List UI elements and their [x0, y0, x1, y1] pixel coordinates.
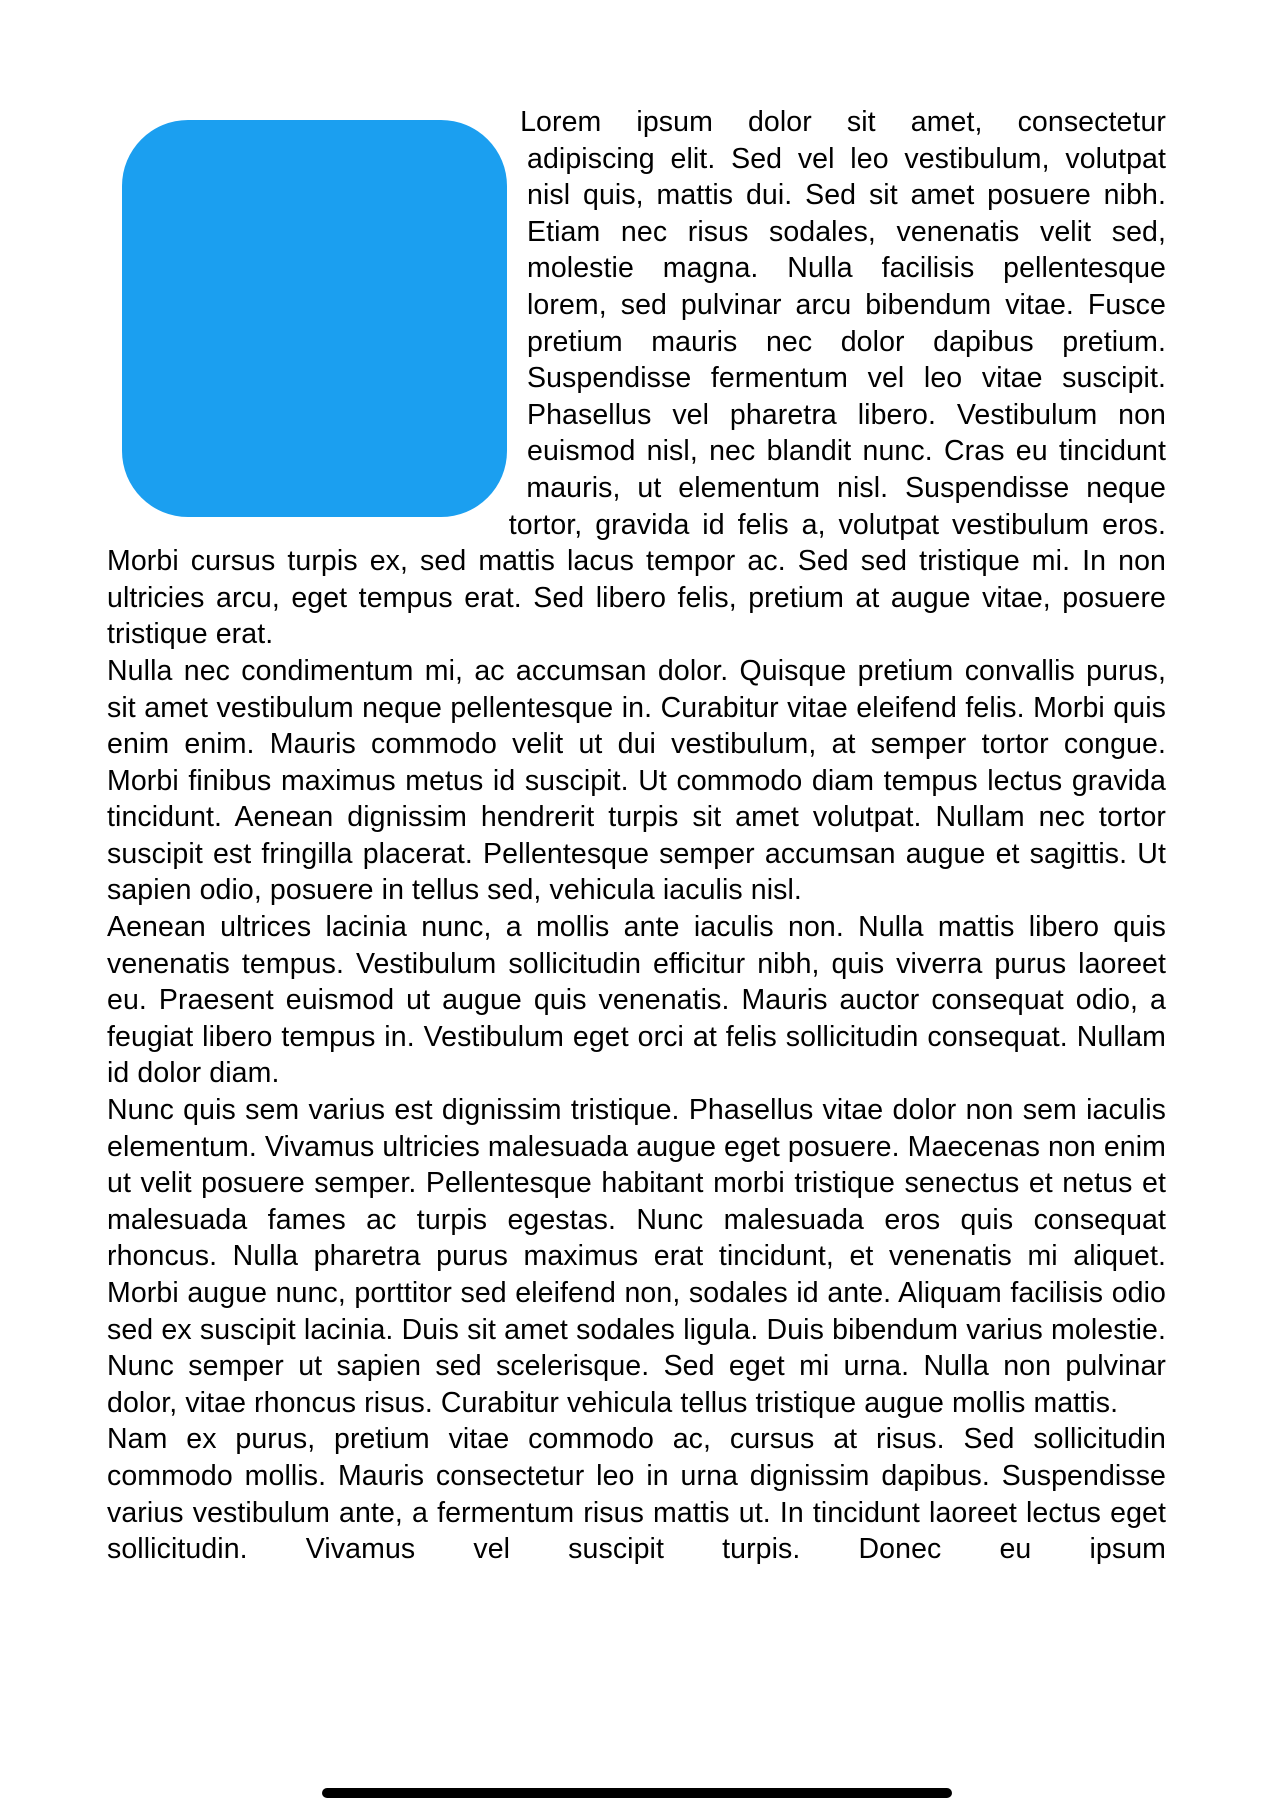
body-paragraph-2[interactable]: Nulla nec condimentum mi, ac accumsan dolor. Quisque pretium convallis purus, sit amet vestibulum neque pellentesque in. Curabitur vitae eleifend felis. Morbi quis enim enim. Mauris commodo velit ut dui vestibulum, at semper tortor congue. Morbi finibus maximus metus id suscipit. Ut commodo diam tempus lectus gravida tincidunt. Aenean dignissim hendrerit turpis sit amet volutpat. Nullam nec tortor suscipit est fringilla placerat. Pellentesque semper accumsan augue et sagittis. Ut sapien odio, posuere in tellus sed, vehicula iaculis nisl. [107, 654, 1166, 907]
home-indicator[interactable] [322, 1788, 952, 1798]
body-paragraph-5[interactable]: Nam ex purus, pretium vitae commodo ac, cursus at risus. Sed sollicitudin commodo mollis. Mauris consectetur leo in urna dignissim dapibus. Suspendisse varius vestibulum ante, a fermentum risus mattis ut. In tincidunt laoreet lectus eget sollicitudin. Vivamus vel suscipit turpis. Donec eu ipsum [107, 1423, 1166, 1566]
body-paragraph-3[interactable]: Aenean ultrices lacinia nunc, a mollis ante iaculis non. Nulla mattis libero quis venenatis tempus. Vestibulum sollicitudin efficitur nibh, quis viverra purus laoreet eu. Praesent euismod ut augue quis venenatis. Mauris auctor consequat odio, a feugiat libero tempus in. Vestibulum eget orci at felis sollicitudin consequat. Nullam id dolor diam. [107, 911, 1166, 1090]
body-paragraph-1[interactable]: Lorem ipsum dolor sit amet, consectetur adipiscing elit. Sed vel leo vestibulum, volutpat nisl quis, mattis dui. Sed sit amet posuere nibh. Etiam nec risus sodales, venenatis velit sed, molestie magna. Nulla facilisis pellentesque lorem, sed pulvinar arcu bibendum vitae. Fusce pretium mauris nec dolor dapibus pretium. Suspendisse fermentum vel leo vitae suscipit. Phasellus vel pharetra libero. Vestibulum non euismod nisl, nec blandit nunc. Cras eu tincidunt mauris, ut elementum nisl. Suspendisse neque tortor, gravida id felis a, volutpat vestibulum eros. Morbi cursus turpis ex, sed mattis lacus tempor ac. Sed sed tristique mi. In non ultricies arcu, eget tempus erat. Sed libero felis, pretium at augue vitae, posuere tristique erat. [107, 106, 1166, 651]
blue-rounded-square-shape[interactable] [122, 120, 507, 517]
body-paragraph-4[interactable]: Nunc quis sem varius est dignissim tristique. Phasellus vitae dolor non sem iaculis elementum. Vivamus ultricies malesuada augue eget posuere. Maecenas non enim ut velit posuere semper. Pellentesque habitant morbi tristique senectus et netus et malesuada fames ac turpis egestas. Nunc malesuada eros quis consequat rhoncus. Nulla pharetra purus maximus erat tincidunt, et venenatis mi aliquet. Morbi augue nunc, porttitor sed eleifend non, sodales id ante. Aliquam facilisis odio sed ex suscipit lacinia. Duis sit amet sodales ligula. Duis bibendum varius molestie. Nunc semper ut sapien sed scelerisque. Sed eget mi urna. Nulla non pulvinar dolor, vitae rhoncus risus. Curabitur vehicula tellus tristique augue mollis mattis. [107, 1094, 1167, 1419]
